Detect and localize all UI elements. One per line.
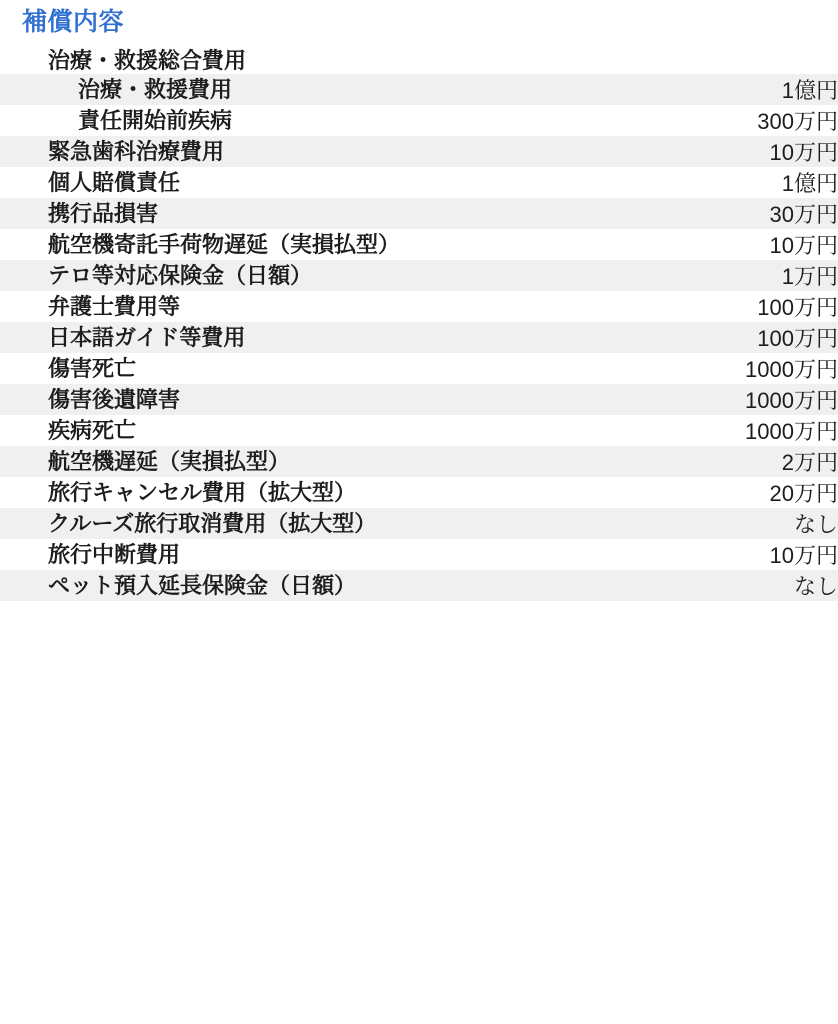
table-row <box>0 229 838 260</box>
coverage-item-value: 1万円 <box>781 264 838 290</box>
coverage-item-label: 疾病死亡 <box>48 418 137 443</box>
coverage-table-body <box>0 47 838 602</box>
coverage-item-label: 責任開始前疾病 <box>78 108 233 133</box>
table-row <box>0 570 838 601</box>
coverage-item-label: 治療・救援費用 <box>78 77 233 102</box>
coverage-item-value: 10万円 <box>769 543 838 569</box>
table-row <box>0 353 838 384</box>
coverage-item-label: ペット預入延長保険金（日額） <box>48 573 357 598</box>
coverage-item-value: 30万円 <box>769 202 838 228</box>
coverage-item-value: 300万円 <box>757 109 838 135</box>
table-row <box>0 384 838 415</box>
table-row <box>0 167 838 198</box>
coverage-item-label: 緊急歯科治療費用 <box>48 139 225 164</box>
coverage-item-value: なし <box>793 574 838 600</box>
coverage-item-label: 旅行中断費用 <box>48 542 181 567</box>
coverage-item-label: 傷害後遺障害 <box>48 387 181 412</box>
coverage-item-label: 個人賠償責任 <box>48 170 181 195</box>
coverage-item-label: 傷害死亡 <box>48 356 137 381</box>
coverage-item-value: 10万円 <box>769 233 838 259</box>
coverage-item-value: 100万円 <box>757 326 838 352</box>
coverage-item-value <box>628 47 838 75</box>
table-row <box>0 415 838 446</box>
coverage-item-value: 1000万円 <box>745 419 838 445</box>
table-row <box>0 508 838 539</box>
coverage-item-label: 弁護士費用等 <box>48 294 181 319</box>
coverage-item-label: 航空機遅延（実損払型） <box>48 449 291 474</box>
coverage-item-value: 1000万円 <box>745 357 838 383</box>
table-row <box>0 322 838 353</box>
table-row <box>0 105 838 136</box>
coverage-item-value: 10万円 <box>769 140 838 166</box>
coverage-item-label: 旅行キャンセル費用（拡大型） <box>48 480 357 505</box>
table-row <box>0 477 838 508</box>
coverage-item-value: 2万円 <box>781 450 838 476</box>
coverage-item-label: 携行品損害 <box>48 201 159 226</box>
table-row <box>0 539 838 570</box>
page-title: 補償内容 <box>22 8 125 36</box>
coverage-item-label: テロ等対応保険金（日額） <box>48 263 313 288</box>
coverage-item-value: 1000万円 <box>745 388 838 414</box>
coverage-item-value: 1億円 <box>781 171 838 197</box>
coverage-item-label: クルーズ旅行取消費用（拡大型） <box>48 511 377 536</box>
table-row <box>0 198 838 229</box>
coverage-table <box>0 47 838 602</box>
coverage-item-label: 治療・救援総合費用 <box>48 47 247 73</box>
coverage-item-value: 100万円 <box>757 295 838 321</box>
coverage-item-value: なし <box>793 512 838 538</box>
coverage-item-value: 20万円 <box>769 481 838 507</box>
table-row <box>0 446 838 477</box>
table-row <box>0 260 838 291</box>
coverage-item-label: 航空機寄託手荷物遅延（実損払型） <box>48 232 401 257</box>
table-row <box>0 47 838 75</box>
table-row <box>0 291 838 322</box>
coverage-item-label: 日本語ガイド等費用 <box>48 325 246 350</box>
table-row <box>0 74 838 105</box>
coverage-item-value: 1億円 <box>781 78 838 104</box>
table-row <box>0 136 838 167</box>
